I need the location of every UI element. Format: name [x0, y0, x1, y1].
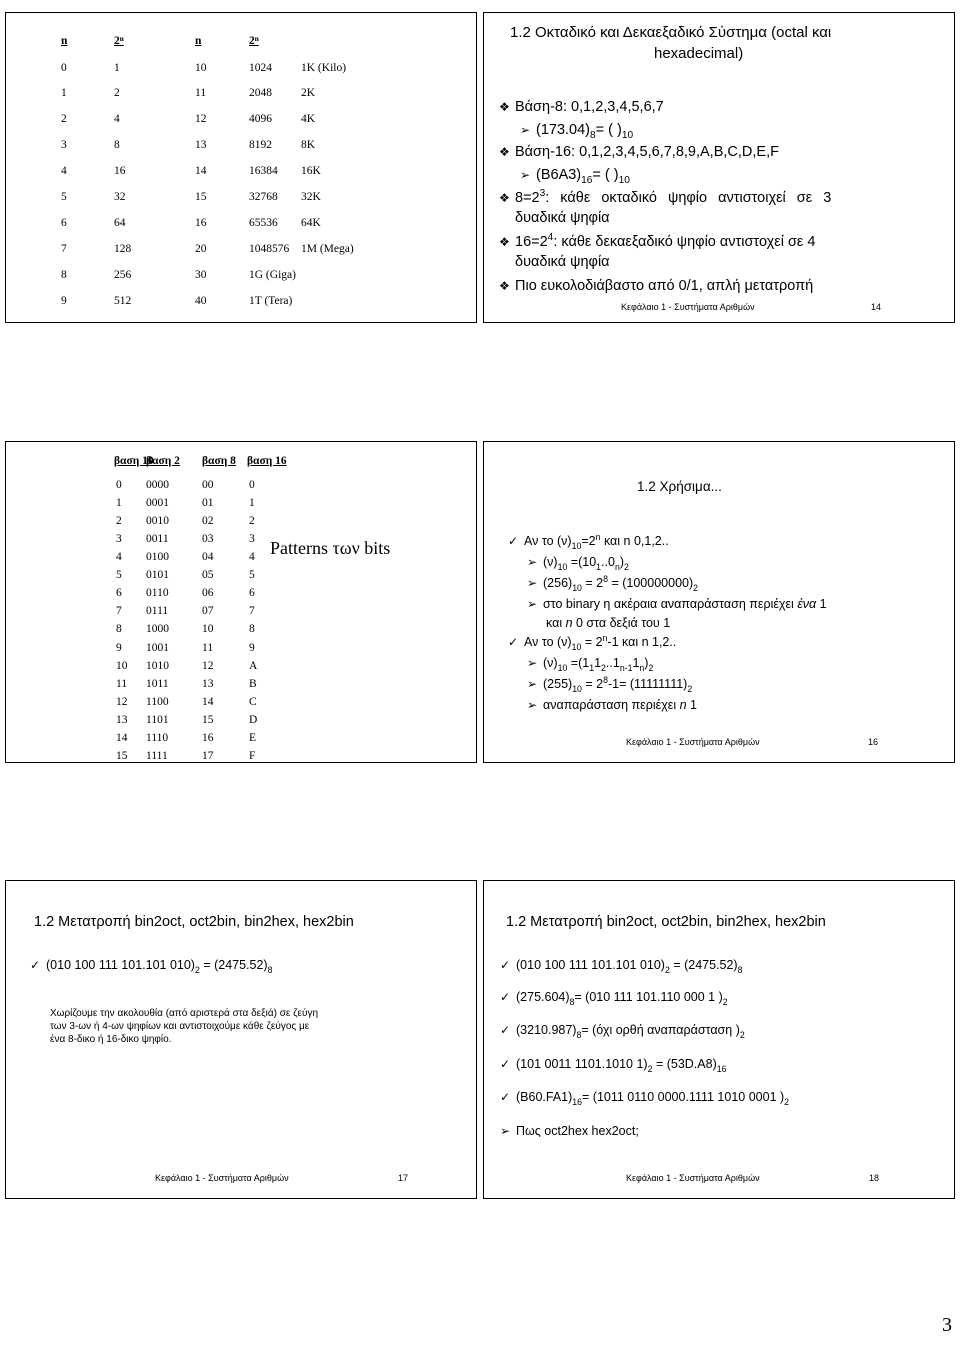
- expr: = (2475.52): [669, 958, 738, 972]
- expr: 1: [816, 597, 827, 611]
- expr: αναπαράσταση περιέχει: [543, 698, 680, 712]
- checkmark-icon: ✓: [500, 1057, 511, 1071]
- sub-bullet-hex-example: [520, 167, 630, 186]
- slide-footer: Κεφάλαιο 1 - Συστήματα Αριθμών: [155, 1173, 289, 1183]
- arrow-item: [527, 656, 654, 673]
- table-cell: 5: [116, 569, 122, 581]
- arrow-item-cont: [546, 616, 670, 630]
- table-cell: 16: [195, 217, 207, 229]
- table-cell: 2048: [249, 87, 272, 99]
- table-cell: 40: [195, 295, 207, 307]
- diamond-bullet-icon: ❖: [499, 279, 510, 293]
- slide-title: 1.2 Μετατροπή bin2oct, oct2bin, bin2hex, hex2bin: [506, 914, 826, 930]
- table-cell: 7: [116, 605, 122, 617]
- table-cell: 8: [114, 139, 120, 151]
- slide-title: 1.2 Μετατροπή bin2oct, oct2bin, bin2hex, hex2bin: [34, 914, 354, 930]
- superscript: 4: [547, 232, 554, 244]
- expr: = 2: [581, 576, 604, 590]
- expr: (275.604): [516, 990, 570, 1004]
- check-item: [500, 1057, 727, 1074]
- table-cell: 8: [116, 623, 122, 635]
- subscript: 2: [722, 996, 728, 1007]
- table-cell: 1M (Mega): [301, 243, 354, 255]
- expr: = 2: [581, 635, 603, 649]
- table-cell: 15: [202, 714, 214, 726]
- checkmark-icon: ✓: [30, 958, 41, 972]
- table-cell: E: [249, 732, 257, 744]
- expr: (ν): [543, 656, 558, 670]
- table-cell: 1: [249, 497, 255, 509]
- superscript: 3: [539, 188, 546, 200]
- slide-page-number: 18: [869, 1173, 880, 1183]
- arrow-bullet-icon: ➢: [527, 656, 538, 670]
- expr: = (2475.52): [199, 958, 268, 972]
- table-cell: 1111: [146, 750, 168, 762]
- subscript: 2: [601, 662, 606, 673]
- bullet-octal-digits: [499, 190, 831, 206]
- arrow-item: [527, 698, 697, 712]
- checkmark-icon: ✓: [508, 534, 519, 548]
- slide-conversion-examples: [483, 880, 955, 1199]
- subscript: 2: [693, 582, 699, 593]
- bullet-hex-digits: [499, 234, 815, 250]
- table-cell: 32K: [301, 191, 321, 203]
- subscript: 2: [194, 964, 200, 975]
- check-item: [500, 1090, 790, 1107]
- table-cell: 64K: [301, 217, 321, 229]
- table-cell: 14: [202, 696, 214, 708]
- table-cell: 8: [249, 623, 255, 635]
- subscript: 2: [647, 1063, 653, 1074]
- checkmark-icon: ✓: [508, 635, 519, 649]
- bullet-text-cont: δυαδικά ψηφία: [515, 254, 610, 270]
- table-cell: 16: [114, 165, 126, 177]
- page-number: 3: [942, 1314, 952, 1336]
- arrow-item: [500, 1124, 639, 1138]
- table-cell: 65536: [249, 217, 278, 229]
- table-cell: 13: [202, 678, 214, 690]
- table-cell: 11: [116, 678, 128, 690]
- table-cell: 1100: [146, 696, 169, 708]
- expr: (010 100 111 101.101 010): [46, 958, 195, 972]
- expr: ): [644, 656, 649, 670]
- bullet-text: : κάθε οκταδικό ψηφίο αντιστοιχεί σε 3: [545, 190, 832, 206]
- check-item-bin2oct: [30, 958, 273, 975]
- note-line: των 3-ων ή 4-ων ψηφίων και αντιστοιχούμε κάθε ζεύγος με: [50, 1021, 310, 1032]
- expr: (3210.987): [516, 1023, 577, 1037]
- expr: και: [546, 616, 566, 630]
- table-header: n: [61, 35, 68, 47]
- expr: = (όχι ορθή αναπαράσταση ): [581, 1023, 740, 1037]
- table-cell: 15: [195, 191, 207, 203]
- table-cell: 0010: [146, 515, 169, 527]
- table-cell: 6: [61, 217, 67, 229]
- slide-page-number: 17: [398, 1173, 409, 1183]
- table-cell: 0001: [146, 497, 169, 509]
- checkmark-icon: ✓: [500, 990, 511, 1004]
- subscript: 1: [596, 561, 602, 572]
- expr-italic: n: [565, 616, 573, 630]
- table-cell: 1000: [146, 623, 169, 635]
- bullet-base8: [499, 99, 664, 115]
- arrow-item: [527, 555, 629, 572]
- subscript: 16: [716, 1063, 727, 1074]
- table-header: 2ⁿ: [114, 35, 124, 47]
- bullet-text: Βάση-8: 0,1,2,3,4,5,6,7: [515, 99, 664, 115]
- expr: 16=2: [515, 234, 548, 250]
- table-cell: 2: [114, 87, 120, 99]
- arrow-item: [527, 597, 827, 611]
- table-cell: 12: [195, 113, 207, 125]
- table-cell: 3: [249, 533, 255, 545]
- subscript: 16: [581, 174, 593, 186]
- expr: (ν): [543, 555, 558, 569]
- table-cell: 4096: [249, 113, 272, 125]
- subscript: 8: [737, 964, 743, 975]
- bullet-text: Βάση-16: 0,1,2,3,4,5,6,7,8,9,A,B,C,D,E,F: [515, 144, 779, 160]
- table-cell: 2: [116, 515, 122, 527]
- subscript: 16: [572, 1096, 583, 1107]
- subscript: n: [614, 561, 620, 572]
- superscript: n: [602, 632, 608, 643]
- slide-title-line2: hexadecimal): [654, 45, 744, 62]
- table-cell: 1: [114, 62, 120, 74]
- table-cell: 4: [249, 551, 255, 563]
- table-cell: 4: [61, 165, 67, 177]
- subscript: 10: [572, 683, 582, 694]
- expr: ): [619, 555, 624, 569]
- bullet-base16: [499, 144, 779, 160]
- table-header: n: [195, 35, 202, 47]
- slide-page-number: 14: [871, 302, 882, 312]
- table-cell: 6: [249, 587, 255, 599]
- expr: ..0: [601, 555, 615, 569]
- slide-title: 1.2 Χρήσιμα...: [637, 479, 722, 494]
- arrow-bullet-icon: ➢: [527, 698, 538, 712]
- subscript: 8: [267, 964, 273, 975]
- slide-useful: [483, 441, 955, 763]
- slide-footer: Κεφάλαιο 1 - Συστήματα Αριθμών: [621, 302, 755, 312]
- table-cell: 8192: [249, 139, 272, 151]
- subscript: 10: [571, 641, 582, 652]
- expr: =(1: [567, 656, 590, 670]
- table-cell: 06: [202, 587, 214, 599]
- arrow-bullet-icon: ➢: [527, 555, 538, 569]
- table-cell: 128: [114, 243, 132, 255]
- table-cell: 9: [116, 642, 122, 654]
- table-cell: 2: [61, 113, 67, 125]
- table-cell: 12: [116, 696, 128, 708]
- slide-title: 1.2 Οκταδικό και Δεκαεξαδικό Σύστημα (octal και: [510, 24, 832, 41]
- table-cell: 64: [114, 217, 126, 229]
- subscript: 8: [590, 129, 596, 141]
- superscript: n: [595, 531, 601, 542]
- slide-footer: Κεφάλαιο 1 - Συστήματα Αριθμών: [626, 737, 760, 747]
- expr: = (1011 0110 0000.1111 1010 0001 ): [582, 1090, 785, 1104]
- table-cell: 01: [202, 497, 214, 509]
- expr: 1: [594, 656, 602, 670]
- table-cell: 10: [195, 62, 207, 74]
- table-cell: 7: [61, 243, 67, 255]
- expr: 0 στα δεξιά του 1: [572, 616, 671, 630]
- table-cell: 1G (Giga): [249, 269, 296, 281]
- table-cell: 10: [202, 623, 214, 635]
- table-cell: 14: [116, 732, 128, 744]
- table-cell: 15: [116, 750, 128, 762]
- expr: στο binary η ακέραια αναπαράσταση περιέχει: [543, 597, 798, 611]
- table-cell: 256: [114, 269, 132, 281]
- table-cell: 32: [114, 191, 126, 203]
- expr: =(10: [567, 555, 597, 569]
- table-cell: C: [249, 696, 257, 708]
- expr: (010 100 111 101.101 010): [516, 958, 665, 972]
- table-cell: 03: [202, 533, 214, 545]
- expr-italic: ένα: [797, 597, 817, 611]
- table-cell: 13: [195, 139, 207, 151]
- table-cell: 5: [249, 569, 255, 581]
- subscript: 10: [618, 174, 630, 186]
- table-cell: 11: [195, 87, 207, 99]
- expr: -1= (11111111): [608, 677, 688, 691]
- subscript: 10: [557, 561, 568, 572]
- checkmark-icon: ✓: [500, 1090, 511, 1104]
- subscript: n: [639, 662, 645, 673]
- bullet-text-cont: δυαδικά ψηφία: [515, 210, 610, 226]
- table-cell: 13: [116, 714, 128, 726]
- subscript: n-1: [619, 662, 633, 673]
- sub-bullet-octal-example: [520, 122, 634, 141]
- table-cell: 8: [61, 269, 67, 281]
- table-cell: D: [249, 714, 258, 726]
- superscript: 8: [603, 674, 608, 685]
- diamond-bullet-icon: ❖: [499, 191, 510, 205]
- diamond-bullet-icon: ❖: [499, 100, 510, 114]
- expr: (173.04): [536, 122, 591, 138]
- table-cell: 3: [116, 533, 122, 545]
- diamond-bullet-icon: ❖: [499, 145, 510, 159]
- table-cell: 4: [116, 551, 122, 563]
- subscript: 1: [589, 662, 595, 673]
- table-cell: 5: [61, 191, 67, 203]
- superscript: 8: [603, 573, 608, 584]
- subscript: 2: [687, 683, 693, 694]
- table-cell: A: [249, 660, 258, 672]
- table-cell: 1048576: [249, 243, 290, 255]
- diamond-bullet-icon: ❖: [499, 235, 510, 249]
- table-cell: 11: [202, 642, 214, 654]
- subscript: 2: [739, 1029, 745, 1040]
- subscript: 2: [784, 1096, 790, 1107]
- table-cell: 16384: [249, 165, 278, 177]
- table-cell: 1: [116, 497, 122, 509]
- subscript: 8: [576, 1029, 582, 1040]
- table-cell: 07: [202, 605, 214, 617]
- expr: = (100000000): [608, 576, 694, 590]
- table-cell: 0100: [146, 551, 169, 563]
- arrow-item: [527, 674, 693, 694]
- slide-base-table: [5, 441, 477, 763]
- check-item-power-minus-one: [508, 632, 677, 652]
- table-cell: 0: [116, 479, 122, 491]
- slide-footer: Κεφάλαιο 1 - Συστήματα Αριθμών: [626, 1173, 760, 1183]
- expr: 1: [686, 698, 697, 712]
- table-cell: 0011: [146, 533, 169, 545]
- slide-octal-hex: [483, 12, 955, 323]
- subscript: 2: [648, 662, 654, 673]
- table-cell: 512: [114, 295, 132, 307]
- slide-powers-table: [5, 12, 477, 323]
- arrow-bullet-icon: ➢: [520, 168, 531, 182]
- table-cell: 0111: [146, 605, 169, 617]
- check-item: [500, 1023, 745, 1040]
- arrow-bullet-icon: ➢: [520, 123, 531, 137]
- checkmark-icon: ✓: [500, 958, 511, 972]
- subscript: 10: [571, 540, 582, 551]
- subscript: 10: [557, 662, 568, 673]
- table-cell: 0110: [146, 587, 169, 599]
- table-cell: 0: [249, 479, 255, 491]
- table-cell: 1: [61, 87, 67, 99]
- table-header: βαση 10: [114, 455, 154, 467]
- table-cell: 32768: [249, 191, 278, 203]
- table-cell: 16: [202, 732, 214, 744]
- arrow-bullet-icon: ➢: [527, 597, 538, 611]
- table-header: βαση 2: [146, 455, 180, 467]
- bullet-text: Πιο ευκολοδιάβαστο από 0/1, απλή μετατροπή: [515, 278, 814, 294]
- arrow-bullet-icon: ➢: [527, 677, 538, 691]
- expr: -1 και n 1,2..: [607, 635, 677, 649]
- expr: και n 0,1,2..: [600, 534, 669, 548]
- expr: = 2: [581, 677, 604, 691]
- expr: (B6A3): [536, 167, 582, 183]
- table-cell: 05: [202, 569, 214, 581]
- expr: (256): [543, 576, 573, 590]
- expr: (101 0011 1101.1010 1): [516, 1057, 648, 1071]
- table-cell: 0101: [146, 569, 169, 581]
- expr: Πως oct2hex hex2oct;: [516, 1124, 639, 1138]
- check-item: [500, 958, 743, 975]
- expr: Αν το (ν): [524, 534, 572, 548]
- table-cell: 4: [114, 113, 120, 125]
- table-cell: 14: [195, 165, 207, 177]
- table-cell: 0: [61, 62, 67, 74]
- table-cell: 9: [249, 642, 255, 654]
- expr: 1: [632, 656, 640, 670]
- table-cell: 0000: [146, 479, 169, 491]
- note-line: Χωρίζουμε την ακολουθία (από αριστερά στα δεξιά) σε ζεύγη: [50, 1008, 319, 1019]
- table-cell: 00: [202, 479, 214, 491]
- table-cell: 8K: [301, 139, 316, 151]
- table-cell: 20: [195, 243, 207, 255]
- table-cell: B: [249, 678, 257, 690]
- expr: Αν το (ν): [524, 635, 572, 649]
- table-cell: 12: [202, 660, 214, 672]
- subscript: 10: [621, 129, 634, 141]
- arrow-bullet-icon: ➢: [500, 1124, 511, 1138]
- subscript: 2: [664, 964, 670, 975]
- table-cell: F: [249, 750, 256, 762]
- expr: = ( ): [592, 167, 619, 183]
- table-cell: 1110: [146, 732, 169, 744]
- expr: 8=2: [515, 190, 540, 206]
- table-cell: 1T (Tera): [249, 295, 293, 307]
- table-cell: 17: [202, 750, 214, 762]
- expr: ..1: [605, 656, 620, 670]
- table-header: 2ⁿ: [249, 35, 259, 47]
- table-cell: 1010: [146, 660, 169, 672]
- expr: (B60.FA1): [516, 1090, 573, 1104]
- table-cell: 4K: [301, 113, 316, 125]
- subscript: 2: [623, 561, 629, 572]
- checkmark-icon: ✓: [500, 1023, 511, 1037]
- patterns-label: Patterns των bits: [270, 538, 391, 558]
- table-cell: 1024: [249, 62, 272, 74]
- table-cell: 1001: [146, 642, 169, 654]
- bullet-text: : κάθε δεκαεξαδικό ψηφίο αντιστοχεί σε 4: [553, 234, 816, 250]
- subscript: 8: [569, 996, 575, 1007]
- check-item: [500, 990, 728, 1007]
- table-header: βαση 8: [202, 455, 236, 467]
- table-header: βαση 16: [247, 455, 287, 467]
- arrow-item: [527, 573, 699, 593]
- table-cell: 6: [116, 587, 122, 599]
- table-cell: 2K: [301, 87, 316, 99]
- expr: = ( ): [595, 122, 622, 138]
- expr: = (53D.A8): [652, 1057, 717, 1071]
- subscript: 10: [572, 582, 582, 593]
- table-cell: 10: [116, 660, 128, 672]
- slide-page-number: 16: [868, 737, 879, 747]
- table-cell: 1101: [146, 714, 169, 726]
- expr: =2: [581, 534, 596, 548]
- table-cell: 2: [249, 515, 255, 527]
- expr: (255): [543, 677, 573, 691]
- check-item-power-of-two: [508, 531, 669, 551]
- table-cell: 1K (Kilo): [301, 62, 347, 74]
- note-line: ένα 8-δικο ή 16-δικο ψηφίο.: [50, 1034, 172, 1045]
- table-cell: 30: [195, 269, 207, 281]
- table-cell: 1011: [146, 678, 169, 690]
- table-cell: 02: [202, 515, 214, 527]
- table-cell: 3: [61, 139, 67, 151]
- table-cell: 16K: [301, 165, 321, 177]
- slide-conversion-note: [5, 880, 477, 1199]
- expr-italic: n: [679, 698, 687, 712]
- table-cell: 04: [202, 551, 214, 563]
- expr: = (010 111 101.110 000 1 ): [574, 990, 723, 1004]
- table-cell: 9: [61, 295, 67, 307]
- bullet-readability: [499, 278, 813, 294]
- table-cell: 7: [249, 605, 255, 617]
- arrow-bullet-icon: ➢: [527, 576, 538, 590]
